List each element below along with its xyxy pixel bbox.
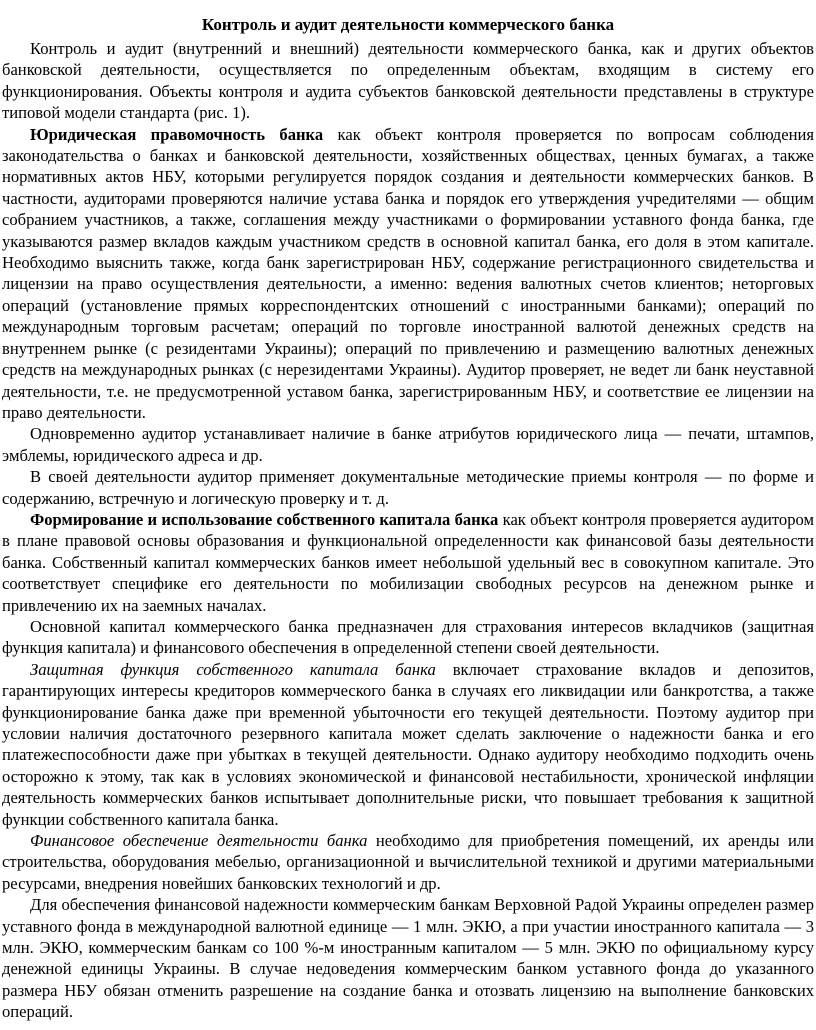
term-financial-support: Финансовое обеспечение деятельности банка: [30, 831, 368, 851]
paragraph-methods: [2, 466, 814, 509]
paragraph-text: Одновременно аудитор устанавливает наличие в банке атрибутов юридического лица — печати, штампов, эмблемы, юридического адреса и др.: [2, 424, 814, 465]
term-own-capital: Формирование и использование собственного капитала банка: [30, 509, 499, 529]
paragraph-text: Контроль и аудит (внутренний и внешний) деятельности коммерческого банка, как и других объектов банковской деятельности, осуществляется по определенным объектам, входящим в систему его функционирования. Объекты контроля и аудита субъектов банковской деятельности представлены в структуре типовой модели стандарта (рис. 1).: [2, 39, 814, 123]
paragraph-text: Основной капитал коммерческого банка предназначен для страхования интересов вкладчиков (защитная функция капитала) и финансового обеспечения в определенной степени своей деятельности.: [2, 616, 814, 658]
paragraph-text: необходимо для приобретения помещений, их аренды или строительства, оборудования мебелью, организационной и вычислительной техникой и другими материальными ресурсами, внедрения новейших банковских технологий и др.: [2, 831, 815, 893]
paragraph-text: как объект контроля проверяется по вопросам соблюдения законодательства о банках и банковской деятельности, хозяйственных обществах, ценных бумагах, а также нормативных актов НБУ, которыми регулируется порядок создания и деятельности коммерческих банков. В частности, аудиторами проверяются наличие устава банка и порядок его утверждения учредителями — общим собранием участников, а также, соглашения между участниками о формировании уставного фонда банка, где указываются размер вкладов каждым участником средств в основной капитал банка, его доля в этом капитале. Необходимо выяснить также, когда банк зарегистрирован НБУ, содержание регистрационного свидетельства и лицензии на право осуществления деятельности, а именно: ведения валютных счетов клиентов; неторговых операций (установление прямых корреспондентских отношений с иностранными банками); операций по международным торговым расчетам; операций по торговле иностранной валютой денежных средств на внутреннем рынке (с резидентами Украины); операций по привлечению и размещению валютных денежных средств на международных рынках (с нерезидентами Украины). Аудитор проверяет, не ведет ли банк неуставной деятельности, т.е. не предусмотренной уставом банка, зарегистрированным НБУ, и соответствие ее лицензии на право деятельности.: [2, 124, 814, 422]
paragraph-text: включает страхование вкладов и депозитов, гарантирующих интересы кредиторов коммерческого банка в случаях его ликвидации или банкротства, а также функционирование банка даже при временной убыточности его текущей деятельности. Поэтому аудитор при условии наличия достаточного резервного капитала может сделать заключение о надежности банка и его платежеспособности даже при убытках в текущей деятельности. Однако аудитору необходимо подходить очень осторожно к этому, так как в условиях экономической и финансовой нестабильности, хронической инфляции деятельность коммерческих банков испытывает дополнительные риски, что повышает требования к защитной функции собственного капитала банка.: [2, 659, 814, 829]
document-title: Контроль и аудит деятельности коммерческого банка: [201, 15, 615, 34]
paragraph-own-capital: [2, 509, 814, 616]
paragraph-financial-support: [2, 830, 814, 894]
paragraph-text: В своей деятельности аудитор применяет документальные методические приемы контроля — по форме и содержанию, встречную и логическую проверку и т. д.: [2, 467, 814, 508]
paragraph-protective-function: [2, 659, 814, 830]
paragraph-main-capital: [2, 616, 814, 659]
paragraph-statutory-fund: [2, 894, 814, 1022]
paragraph-text: как объект контроля проверяется аудитором в плане правовой основы образования и функциональной определенности как финансовой базы деятельности банка. Собственный капитал коммерческих банков имеет небольшой удельный вес в совокупном капитале. Это соответствует специфике его деятельности по мобилизации свободных ресурсов на денежном рынке и привлечению их на заемных началах.: [2, 509, 815, 615]
term-legal-capacity: Юридическая правомочность банка: [30, 124, 324, 144]
term-protective-function: Защитная функция собственного капитала банка: [30, 659, 436, 679]
paragraph-text: Для обеспечения финансовой надежности коммерческим банкам Верховной Радой Украины определен размер уставного фонда в международной валютной единице — 1 млн. ЭКЮ, а при участии иностранного капитала — 3 млн. ЭКЮ, коммерческим банкам со 100 %-м иностранным капиталом — 5 млн. ЭКЮ по официальному курсу денежной единицы Украины. В случае недоведения коммерческим банком уставного фонда до указанного размера НБУ обязан отменить разрешение на создание банка и отозвать лицензию на выполнение банковских операций.: [2, 895, 814, 1022]
paragraph-legal-capacity: [2, 124, 814, 424]
paragraph-intro: [2, 38, 814, 124]
paragraph-attributes: [2, 423, 814, 466]
